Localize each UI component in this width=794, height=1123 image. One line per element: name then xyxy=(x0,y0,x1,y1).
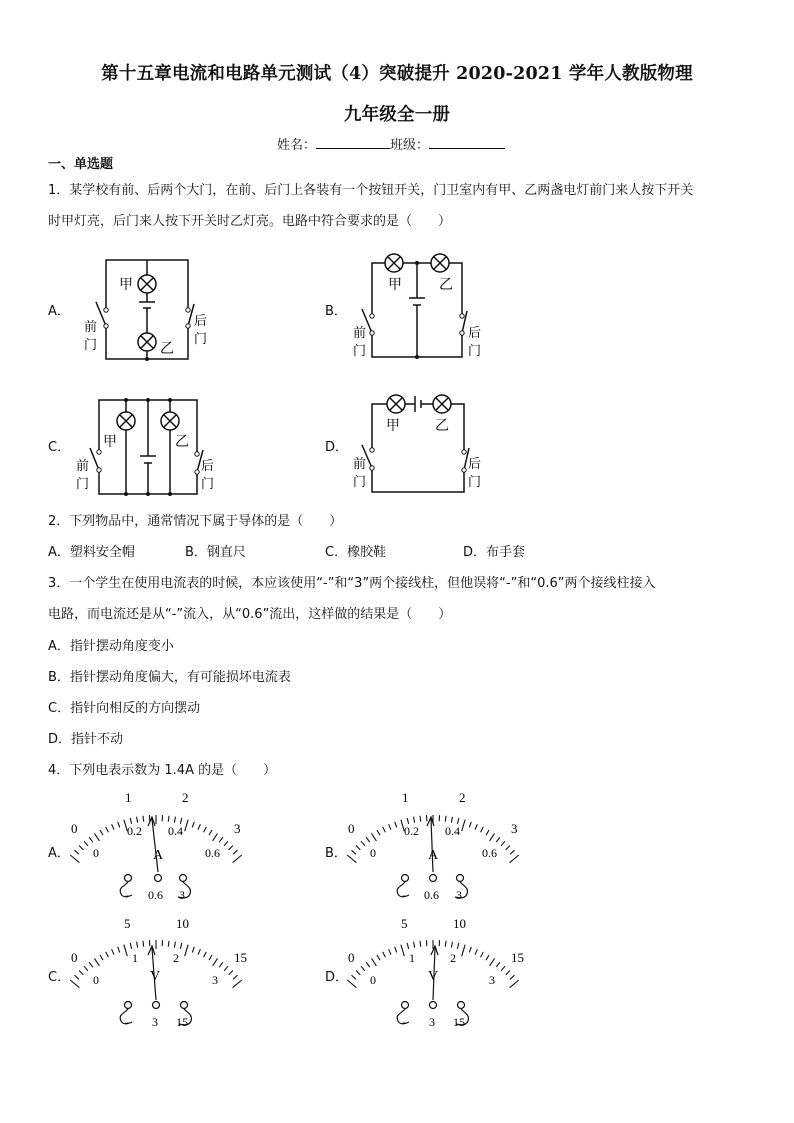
lamp-label-jia: 甲 xyxy=(103,434,117,450)
q1-option-c-circuit xyxy=(70,390,230,505)
switch-label-door: 门 xyxy=(353,475,367,490)
scale-tick xyxy=(204,827,207,832)
scale-tick xyxy=(137,942,138,948)
lamp-label-jia: 甲 xyxy=(119,277,133,293)
inner-scale-label: 0 xyxy=(93,973,99,987)
switch-label-front: 前 xyxy=(353,457,367,472)
scale-tick xyxy=(174,942,175,948)
scale-tick xyxy=(143,941,144,947)
scale-tick xyxy=(462,945,465,957)
scale-tick xyxy=(420,941,421,947)
scale-tick xyxy=(233,850,237,854)
scale-tick xyxy=(192,822,194,828)
name-blank[interactable] xyxy=(316,136,390,149)
scale-tick xyxy=(389,824,391,830)
scale-tick xyxy=(79,971,83,975)
outer-scale-label: 1 xyxy=(125,790,132,805)
scale-tick xyxy=(75,975,79,979)
scale-tick xyxy=(118,947,120,953)
section-title: 一、单选题 xyxy=(48,157,114,172)
scale-tick xyxy=(89,837,93,842)
q2-option-c[interactable]: C．橡胶鞋 xyxy=(325,545,387,560)
scale-tick xyxy=(185,820,188,832)
scale-tick xyxy=(185,945,188,957)
inner-scale-label: 0 xyxy=(93,846,99,860)
q4-meter-b xyxy=(343,787,533,907)
q2-option-d[interactable]: D．布手套 xyxy=(463,545,526,560)
lamp-label-yi: 乙 xyxy=(435,418,449,434)
scale-tick xyxy=(366,962,370,967)
scale-tick xyxy=(168,941,169,947)
scale-tick xyxy=(510,980,519,988)
scale-tick xyxy=(112,824,114,830)
terminal-label: - xyxy=(125,1015,129,1029)
outer-scale-label: 10 xyxy=(453,916,466,931)
inner-scale-label: 0.6 xyxy=(205,846,220,860)
scale-tick xyxy=(366,837,370,842)
q1-option-b-label[interactable]: B． xyxy=(325,304,347,319)
switch-label-door: 门 xyxy=(468,475,482,490)
q3-option-c[interactable]: C．指针向相反的方向摆动 xyxy=(48,701,201,716)
outer-scale-label: 5 xyxy=(401,916,408,931)
scale-tick xyxy=(510,855,519,863)
q4-meter-c xyxy=(66,912,256,1032)
scale-tick xyxy=(79,846,83,850)
outer-scale-label: 0 xyxy=(71,950,78,965)
scale-tick xyxy=(506,971,510,975)
switch-label-door: 门 xyxy=(201,477,215,492)
switch-label-back: 后 xyxy=(201,459,215,474)
outer-scale-label: 0 xyxy=(348,950,355,965)
scale-tick xyxy=(180,818,181,824)
q3-text-line2: 电路，而电流还是从“-”流入，从“0.6”流出，这样做的结果是（ ） xyxy=(48,607,452,622)
scale-tick xyxy=(383,952,386,957)
q1-option-b-circuit xyxy=(345,245,505,370)
inner-scale-label: 0.2 xyxy=(404,824,419,838)
q1-option-d-label[interactable]: D． xyxy=(325,440,349,455)
lamp-label-jia: 甲 xyxy=(386,418,400,434)
scale-tick xyxy=(198,949,200,955)
scale-tick xyxy=(106,952,109,957)
switch-label-back: 后 xyxy=(468,326,482,341)
q1-option-a-label[interactable]: A． xyxy=(48,304,70,319)
scale-tick xyxy=(347,980,356,988)
q3-option-b[interactable]: B．指针摆动角度偏大，有可能损坏电流表 xyxy=(48,670,291,685)
scale-tick xyxy=(361,966,365,971)
q1-option-c-label[interactable]: C． xyxy=(48,440,71,455)
lamp-label-jia: 甲 xyxy=(388,277,402,293)
inner-scale-label: 3 xyxy=(212,973,218,987)
scale-tick xyxy=(112,949,114,955)
inner-scale-label: 0 xyxy=(370,973,376,987)
page-title: 第十五章电流和电路单元测试（4）突破提升 2020-2021 学年人教版物理 xyxy=(101,64,693,84)
scale-tick xyxy=(192,947,194,953)
page-subtitle: 九年级全一册 xyxy=(343,105,451,125)
lamp-label-yi: 乙 xyxy=(160,341,174,357)
scale-tick xyxy=(414,817,415,823)
scale-tick xyxy=(130,818,131,824)
scale-tick xyxy=(361,841,365,846)
scale-tick xyxy=(168,816,169,822)
q2-option-a[interactable]: A．塑料安全帽 xyxy=(48,545,135,560)
scale-tick xyxy=(372,833,377,841)
lamp-label-yi: 乙 xyxy=(175,434,189,450)
scale-tick xyxy=(219,962,223,967)
scale-tick xyxy=(70,855,79,863)
outer-scale-label: 1 xyxy=(402,790,409,805)
switch-label-front: 前 xyxy=(84,320,98,335)
scale-tick xyxy=(481,827,484,832)
scale-tick xyxy=(209,830,212,835)
terminal-label: - xyxy=(402,1015,406,1029)
scale-tick xyxy=(100,830,103,835)
scale-tick xyxy=(356,971,360,975)
scale-tick xyxy=(209,955,212,960)
inner-scale-label: 2 xyxy=(450,951,456,965)
scale-tick xyxy=(510,975,514,979)
outer-scale-label: 0 xyxy=(348,821,355,836)
q2-text: 2．下列物品中，通常情况下属于导体的是（ ） xyxy=(48,514,343,529)
q3-option-d[interactable]: D．指针不动 xyxy=(48,732,124,747)
scale-tick xyxy=(457,818,458,824)
scale-tick xyxy=(377,955,380,960)
outer-scale-label: 5 xyxy=(124,916,131,931)
scale-tick xyxy=(451,942,452,948)
outer-scale-label: 0 xyxy=(71,821,78,836)
scale-tick xyxy=(469,822,471,828)
scale-tick xyxy=(377,830,380,835)
switch-label-front: 前 xyxy=(353,326,367,341)
switch-label-door: 门 xyxy=(194,332,208,347)
scale-tick xyxy=(174,817,175,823)
class-label: 班级： xyxy=(390,138,430,153)
terminal-label: 3 xyxy=(429,1015,435,1029)
terminal-label: 15 xyxy=(453,1015,465,1029)
scale-tick xyxy=(420,816,421,822)
switch-label-back: 后 xyxy=(194,314,208,329)
scale-tick xyxy=(352,850,356,854)
scale-tick xyxy=(213,958,218,966)
scale-tick xyxy=(506,846,510,850)
terminal-label: - xyxy=(402,888,406,902)
scale-tick xyxy=(84,841,88,846)
scale-tick xyxy=(445,816,446,822)
switch-label-door: 门 xyxy=(76,477,90,492)
scale-tick xyxy=(510,850,514,854)
scale-tick xyxy=(490,833,495,841)
inner-scale-label: 0 xyxy=(370,846,376,860)
scale-tick xyxy=(89,962,93,967)
scale-tick xyxy=(198,824,200,830)
terminal-label: 3 xyxy=(152,1015,158,1029)
scale-tick xyxy=(130,943,131,949)
outer-scale-label: 3 xyxy=(511,821,518,836)
scale-tick xyxy=(490,958,495,966)
outer-scale-label: 15 xyxy=(234,950,247,965)
scale-tick xyxy=(389,949,391,955)
scale-tick xyxy=(496,837,500,842)
scale-tick xyxy=(407,943,408,949)
scale-tick xyxy=(106,827,109,832)
q3-text-line1: 3．一个学生在使用电流表的时候，本应该使用“-”和“3”两个接线柱，但他误将“-”和“0.6”两个接线柱接入 xyxy=(48,576,656,591)
meter-unit: V xyxy=(428,969,439,984)
scale-tick xyxy=(219,837,223,842)
scale-tick xyxy=(75,850,79,854)
q2-option-b[interactable]: B．钢直尺 xyxy=(185,545,246,560)
terminal-label: 3 xyxy=(456,888,462,902)
scale-tick xyxy=(204,952,207,957)
student-info xyxy=(277,136,505,154)
q4-option-a-label[interactable]: A． xyxy=(48,846,70,861)
scale-tick xyxy=(383,827,386,832)
scale-tick xyxy=(229,846,233,850)
inner-scale-label: 1 xyxy=(132,951,138,965)
inner-scale-label: 3 xyxy=(489,973,495,987)
scale-tick xyxy=(486,955,489,960)
scale-tick xyxy=(352,975,356,979)
q1-option-d-circuit xyxy=(345,385,505,500)
lamp-label-yi: 乙 xyxy=(439,277,453,293)
scale-tick xyxy=(501,966,505,971)
scale-tick xyxy=(414,942,415,948)
scale-tick xyxy=(180,943,181,949)
q1-text-line1: 1．某学校有前、后两个大门，在前、后门上各装有一个按钮开关，门卫室内有甲、乙两盏电灯前门来人按下开关 xyxy=(48,183,694,198)
scale-tick xyxy=(95,833,100,841)
scale-tick xyxy=(229,971,233,975)
meter-unit: V xyxy=(150,969,161,984)
q4-text: 4．下列电表示数为 1.4A 的是（ ） xyxy=(48,763,277,778)
scale-tick xyxy=(462,820,465,832)
scale-tick xyxy=(224,841,228,846)
inner-scale-label: 0.4 xyxy=(445,824,460,838)
inner-scale-label: 0.4 xyxy=(168,824,183,838)
scale-tick xyxy=(137,817,138,823)
q1-text-line2: 时甲灯亮，后门来人按下开关时乙灯亮。电路中符合要求的是（ ） xyxy=(48,214,452,229)
scale-tick xyxy=(347,855,356,863)
scale-tick xyxy=(445,941,446,947)
q1-option-a-circuit xyxy=(70,250,220,370)
outer-scale-label: 2 xyxy=(459,790,466,805)
scale-tick xyxy=(395,947,397,953)
switch-label-door: 门 xyxy=(84,338,98,353)
scale-tick xyxy=(233,975,237,979)
scale-tick xyxy=(486,830,489,835)
scale-tick xyxy=(233,855,242,863)
scale-tick xyxy=(401,945,404,957)
q3-option-a[interactable]: A．指针摆动角度变小 xyxy=(48,639,174,654)
outer-scale-label: 3 xyxy=(234,821,241,836)
name-label: 姓名： xyxy=(277,138,317,153)
scale-tick xyxy=(372,958,377,966)
terminal-label: - xyxy=(125,888,129,902)
scale-tick xyxy=(213,833,218,841)
inner-scale-label: 1 xyxy=(409,951,415,965)
scale-tick xyxy=(233,980,242,988)
terminal-label: 0.6 xyxy=(424,888,439,902)
scale-tick xyxy=(143,816,144,822)
switch-label-front: 前 xyxy=(76,459,90,474)
meter-unit: A xyxy=(428,848,439,863)
q4-meter-a xyxy=(66,787,256,907)
scale-tick xyxy=(457,943,458,949)
scale-tick xyxy=(100,955,103,960)
scale-tick xyxy=(501,841,505,846)
terminal-label: 3 xyxy=(179,888,185,902)
outer-scale-label: 10 xyxy=(176,916,189,931)
scale-tick xyxy=(496,962,500,967)
inner-scale-label: 2 xyxy=(173,951,179,965)
scale-tick xyxy=(118,822,120,828)
scale-tick xyxy=(475,949,477,955)
terminal-label: 0.6 xyxy=(148,888,163,902)
scale-tick xyxy=(451,817,452,823)
scale-tick xyxy=(70,980,79,988)
class-blank[interactable] xyxy=(429,136,505,149)
q4-option-d-label[interactable]: D． xyxy=(325,970,349,985)
q4-option-c-label[interactable]: C． xyxy=(48,970,71,985)
terminal-label: 15 xyxy=(176,1015,188,1029)
switch-label-back: 后 xyxy=(468,457,482,472)
q4-meter-d xyxy=(343,912,533,1032)
scale-tick xyxy=(224,966,228,971)
scale-tick xyxy=(395,822,397,828)
switch-label-door: 门 xyxy=(353,344,367,359)
meter-unit: A xyxy=(153,848,164,863)
outer-scale-label: 15 xyxy=(511,950,524,965)
inner-scale-label: 0.6 xyxy=(482,846,497,860)
outer-scale-label: 2 xyxy=(182,790,189,805)
scale-tick xyxy=(95,958,100,966)
scale-tick xyxy=(481,952,484,957)
scale-tick xyxy=(475,824,477,830)
scale-tick xyxy=(407,818,408,824)
inner-scale-label: 0.2 xyxy=(127,824,142,838)
scale-tick xyxy=(124,945,127,957)
switch-label-door: 门 xyxy=(468,344,482,359)
scale-tick xyxy=(356,846,360,850)
scale-tick xyxy=(84,966,88,971)
scale-tick xyxy=(469,947,471,953)
q4-option-b-label[interactable]: B． xyxy=(325,846,347,861)
